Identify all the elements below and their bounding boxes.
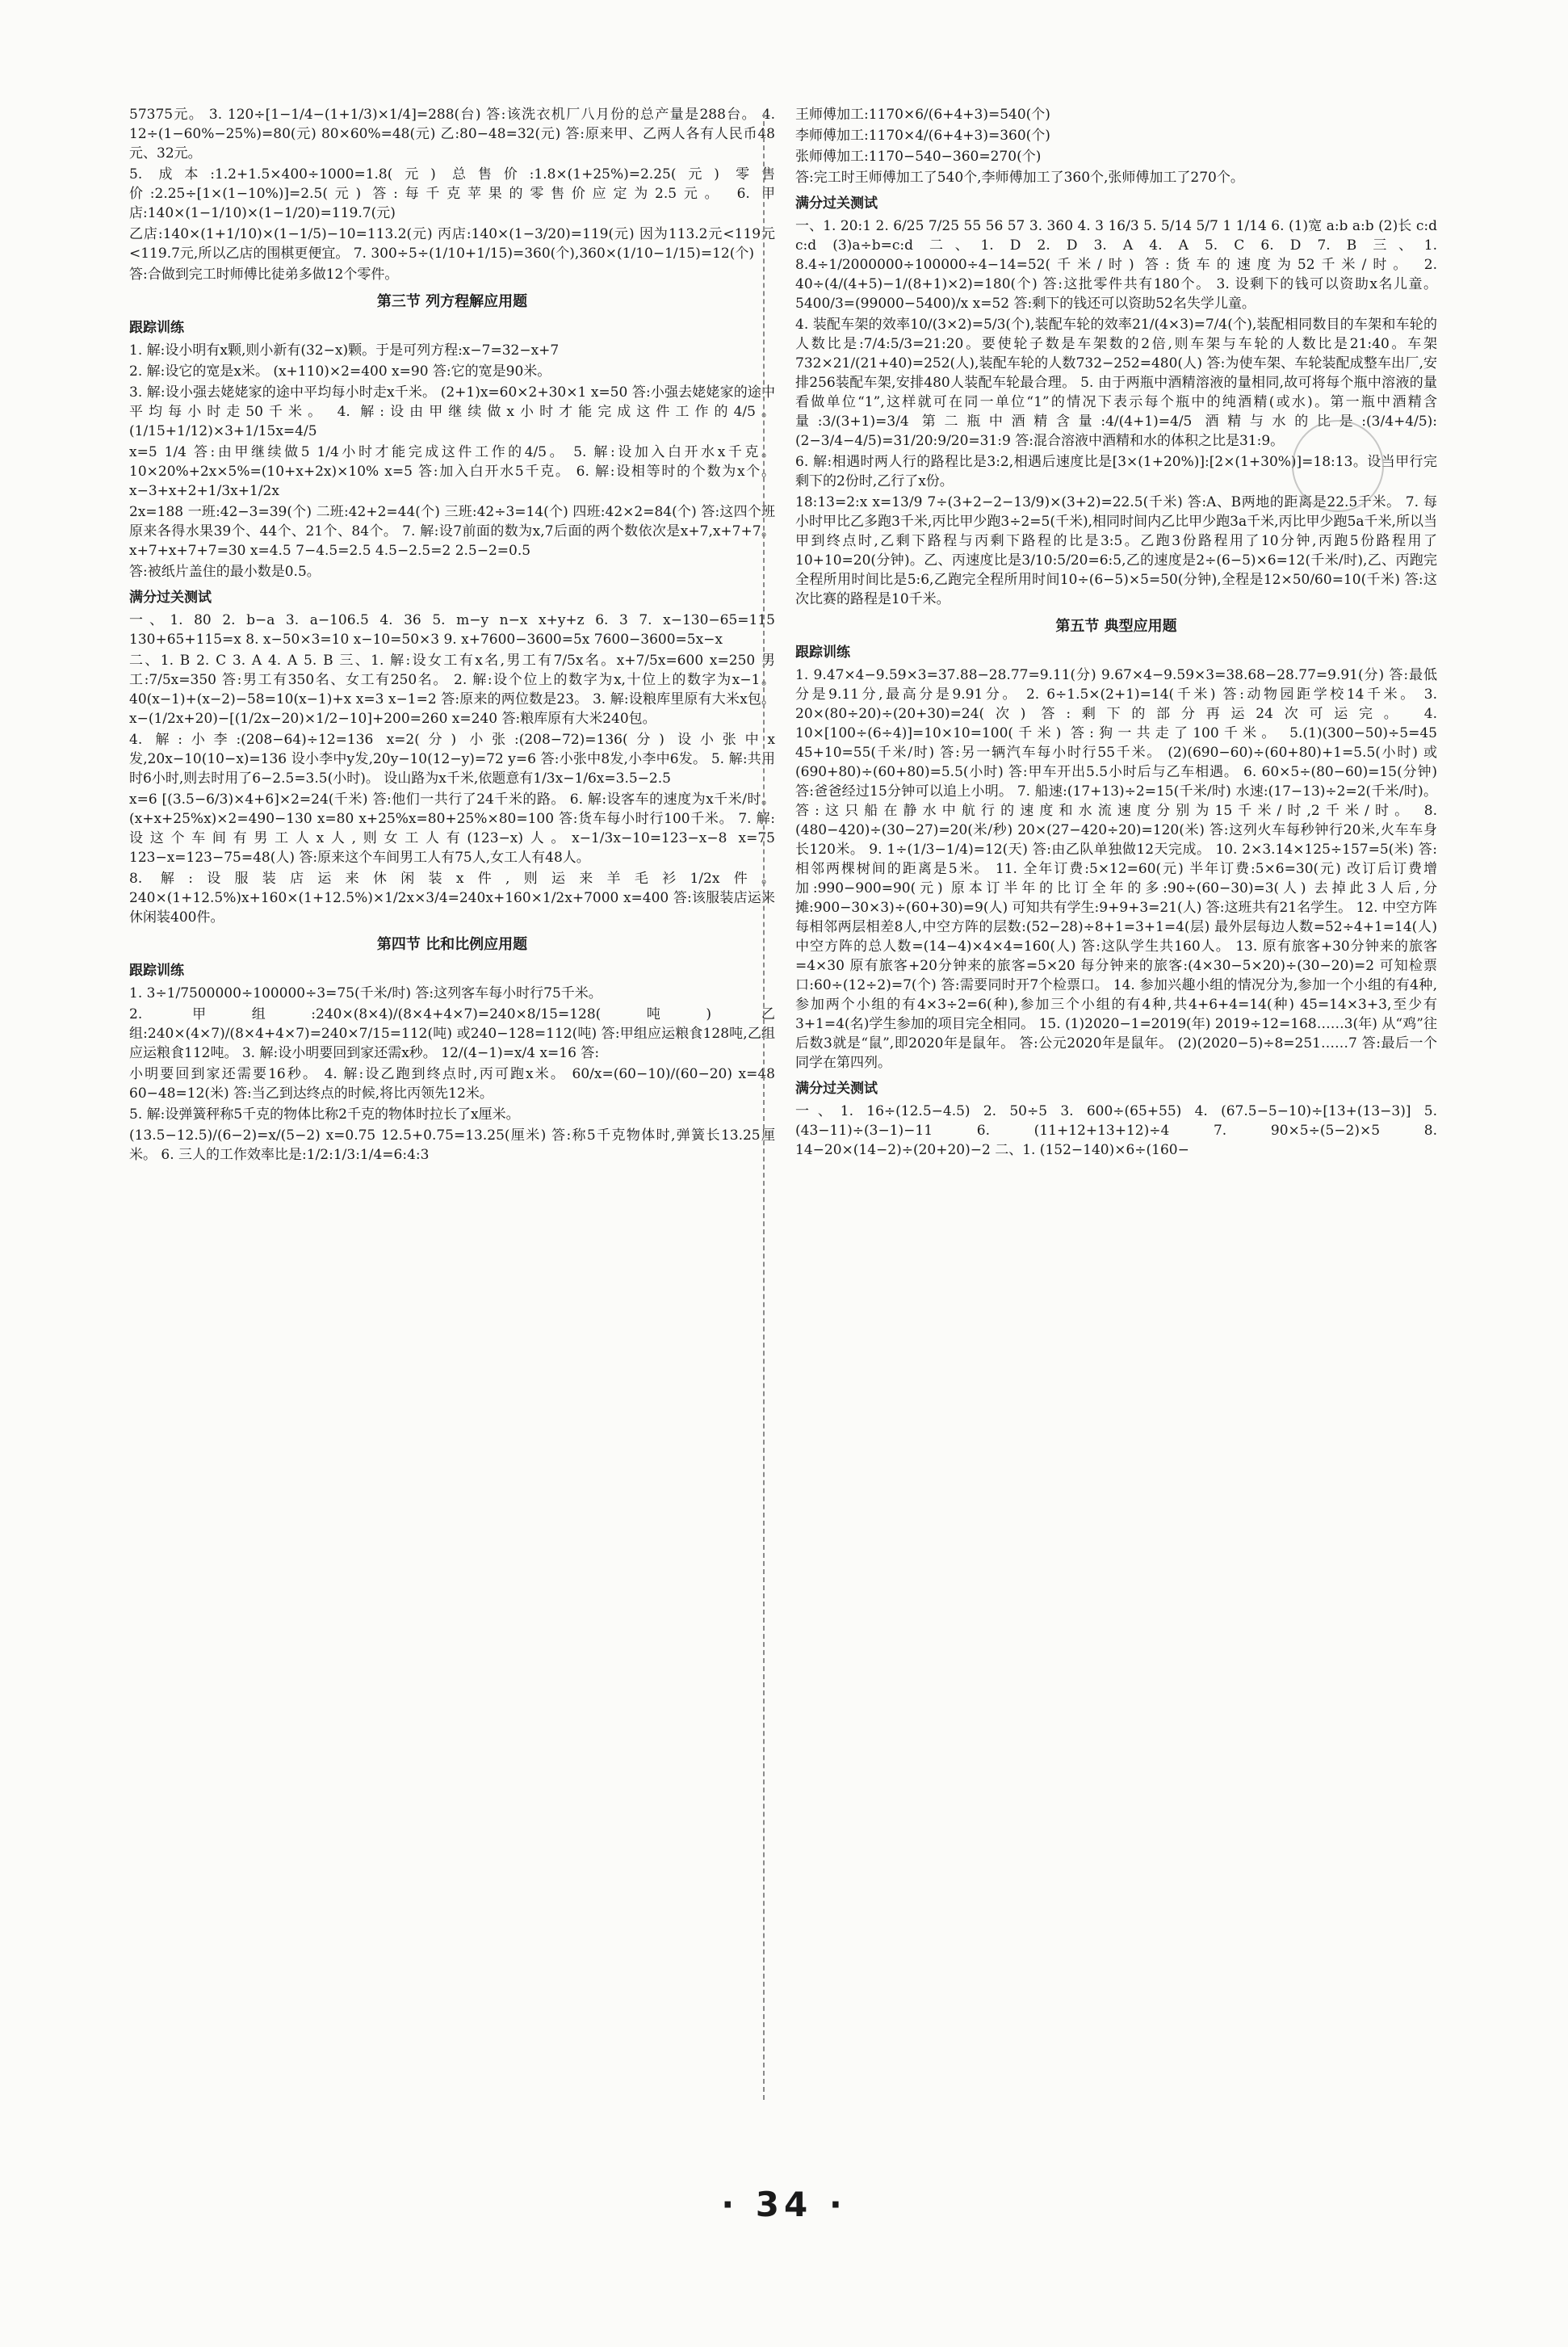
subsection-title: 跟踪训练 — [795, 644, 850, 661]
text-line: 18:13=2:x x=13/9 7÷(3+2−2−13/9)×(3+2)=22.5(千米) 答:A、B两地的距离是22.5千米。 7. 每小时甲比乙多跑3千米,丙比甲少跑3÷2=5(千米),相同时间内乙比甲少跑3a千米,丙比甲少跑5a千米,所以当甲到终点时,乙剩下路程与丙剩下路程的比是3:5。乙跑3份路程用了10分钟,丙跑5份路程用了10+10=20(分钟)。乙、丙速度比是3/10:5/20=6:5,乙的速度是2÷(6−5)×6=12(千米/时),乙、丙跑完全程所用时间比是5:6,乙跑完全程所用时间10÷(6−5)×5=50(分钟),全程是12×50/60=10(千米) 答:这次比赛的路程是10千米。 — [795, 494, 1437, 607]
text-line: 1. 3÷1/7500000÷100000÷3=75(千米/时) 答:这列客车每小时行75千米。 — [129, 985, 602, 1001]
right-column — [795, 105, 1437, 1161]
section-title: 第五节 典型应用题 — [1055, 618, 1177, 635]
text-line: 王师傅加工:1170×6/(6+4+3)=540(个) — [795, 107, 1050, 123]
text-line: 答:合做到完工时师傅比徒弟多做12个零件。 — [129, 267, 399, 283]
watermark-stamp-icon — [1292, 420, 1384, 512]
text-line: (13.5−12.5)/(6−2)=x/(5−2) x=0.75 12.5+0.75=13.25(厘米) 答:称5千克物体时,弹簧长13.25厘米。 6. 三人的工作效率比是:1/2:1/3:1/4=6:4:3 — [129, 1127, 775, 1163]
text-line: 二、1. B 2. C 3. A 4. A 5. B 三、1. 解:设女工有x名,男工有7/5x名。x+7/5x=600 x=250 男工:7/5x=350 答:男工有350名、女工有250名。 2. 解:设个位上的数字为x,十位上的数字为x−1。 40(x−1)+(x−2)−58=10(x−1)+x x=3 x−1=2 答:原来的两位数是23。 3. 解:设粮库里原有大米x包。 x−(1/2x+20)−[(1/2x−20)×1/2−10]+200=260 x=240 答:粮库原有大米240包。 — [129, 653, 775, 727]
text-line: 答:被纸片盖住的最小数是0.5。 — [129, 564, 321, 580]
text-line: x=6 [(3.5−6/3)×4+6]×2=24(千米) 答:他们一共行了24千米的路。 6. 解:设客车的速度为x千米/时。 (x+x+25%x)×2=490−130 x=80 x+25%x=80+25%×80=100 答:货车每小时行100千米。 7. 解:设这个车间有男工人x人,则女工人有(123−x)人。x−1/3x−10=123−x−8 x=75 123−x=123−75=48(人) 答:原来这个车间男工人有75人,女工人有48人。 — [129, 791, 775, 866]
section-title: 第四节 比和比例应用题 — [376, 936, 528, 953]
text-line: 一、1. 80 2. b−a 3. a−106.5 4. 36 5. m−y n−x x+y+z 6. 3 7. x−130−65=115 130+65+115=x 8. x−50×3=10 x−10=50×3 9. x+7600−3600=5x 7600−3600=5x−x — [129, 612, 775, 648]
text-line: 3. 解:设小强去姥姥家的途中平均每小时走x千米。 (2+1)x=60×2+30×1 x=50 答:小强去姥姥家的途中平均每小时走50千米。 4. 解:设由甲继续做x小时才能完成这件工作的4/5。 (1/15+1/12)×3+1/15x=4/5 — [129, 384, 775, 439]
text-line: 乙店:140×(1+1/10)×(1−1/5)−10=113.2(元) 丙店:140×(1−3/20)=119(元) 因为113.2元<119元<119.7元,所以乙店的围棋更便宜。 7. 300÷5÷(1/10+1/15)=360(个),360×(1/10−1/15)=12(个) — [129, 226, 775, 262]
text-line: 一、1. 20:1 2. 6/25 7/25 55 56 57 3. 360 4. 3 16/3 5. 5/14 5/7 1 1/14 6. (1)宽 a:b a:b (2)长 c:d c:d (3)a÷b=c:d 二、1. D 2. D 3. A 4. A 5. C 6. D 7. B 三、1. 8.4÷1/2000000÷100000÷4−14=52(千米/时) 答:货车的速度为52千米/时。 2. 40÷(4/(4+5)−1/(8+1)×2)=180(个) 答:这批零件共有180个。 3. 设剩下的钱可以资助x名儿童。 5400/3=(99000−5400)/x x=52 答:剩下的钱还可以资助52名失学儿童。 — [795, 218, 1437, 312]
text-line: 5. 解:设弹簧秤称5千克的物体比称2千克的物体时拉长了x厘米。 — [129, 1106, 520, 1123]
text-line: 1. 解:设小明有x颗,则小新有(32−x)颗。于是可列方程:x−7=32−x+7 — [129, 342, 560, 359]
column-divider — [763, 113, 765, 2100]
text-line: 李师傅加工:1170×4/(6+4+3)=360(个) — [795, 128, 1050, 144]
text-line: 6. 解:相遇时两人行的路程比是3:2,相遇后速度比是[3×(1+20%)]:[2×(1+30%)]=18:13。设当甲行完剩下的2份时,乙行了x份。 — [795, 454, 1437, 489]
text-line: 4. 装配车架的效率10/(3×2)=5/3(个),装配车轮的效率21/(4×3)=7/4(个),装配相同数目的车架和车轮的人数比是:7/4:5/3=21:20。要使轮子数是车架数的2倍,则车架与车轮的人数比是21:40。车架732×21/(21+40)=252(人),装配车轮的人数732−252=480(人) 答:为使车架、车轮装配成整车出厂,安排256装配车架,安排480人装配车轮最合理。 5. 由于两瓶中酒精溶液的量相同,故可将每个瓶中溶液的量看做单位“1”,这样就可在同一单位“1”的情况下表示每个瓶中的纯酒精(或水)。第一瓶中酒精含量:3/(3+1)=3/4 第二瓶中酒精含量:4/(4+1)=4/5 酒精与水的比是:(3/4+4/5):(2−3/4−4/5)=31/20:9/20=31:9 答:混合溶液中酒精和水的体积之比是31:9。 — [795, 317, 1437, 449]
text-line: 4. 解:小李:(208−64)÷12=136 x=2(分) 小张:(208−72)=136(分) 设小张中x发,20x−10(10−x)=136 设小李中y发,20y−10(12−y)=72 y=6 答:小张中8发,小李中6发。 5. 解:共用时6小时,则去时用了6−2.5=3.5(小时)。 设山路为x千米,依题意有1/3x−1/6x=3.5−2.5 — [129, 732, 775, 787]
text-line: 一、1. 16÷(12.5−4.5) 2. 50÷5 3. 600÷(65+55) 4. (67.5−5−10)÷[13+(13−3)] 5. (43−11)÷(3−1)−11 6. (11+12+13+12)÷4 7. 90×5÷(5−2)×5 8. 14−20×(14−2)÷(20+20)−2 二、1. (152−140)×6÷(160− — [795, 1103, 1437, 1158]
section-title: 第三节 列方程解应用题 — [376, 293, 528, 310]
page-number: · 34 · — [721, 2185, 847, 2224]
text-line: 5. 成本:1.2+1.5×400÷1000=1.8(元) 总售价:1.8×(1+25%)=2.25(元) 零售价:2.25÷[1×(1−10%)]=2.5(元) 答:每千克苹果的零售价应定为2.5元。 6. 甲店:140×(1−1/10)×(1−1/20)=119.7(元) — [129, 166, 775, 221]
subsection-title: 满分过关测试 — [795, 195, 878, 212]
text-line: 57375元。 3. 120÷[1−1/4−(1+1/3)×1/4]=288(台) 答:该洗衣机厂八月份的总产量是288台。 4. 12÷(1−60%−25%)=80(元) 80×60%=48(元) 乙:80−48=32(元) 答:原来甲、乙两人各有人民币48元、32元。 — [129, 107, 775, 162]
subsection-title: 满分过关测试 — [129, 590, 212, 606]
text-line: 答:完工时王师傅加工了540个,李师傅加工了360个,张师傅加工了270个。 — [795, 170, 1244, 186]
text-line: 2. 甲组:240×(8×4)/(8×4+4×7)=240×8/15=128(吨) 乙组:240×(4×7)/(8×4+4×7)=240×7/15=112(吨) 或240−128=112(吨) 答:甲组应运粮食128吨,乙组应运粮食112吨。 3. 解:设小明要回到家还需x秒。 12/(4−1)=x/4 x=16 答: — [129, 1006, 775, 1061]
text-line: 小明要回到家还需要16秒。 4. 解:设乙跑到终点时,丙可跑x米。 60/x=(60−10)/(60−20) x=48 60−48=12(米) 答:当乙到达终点的时候,将比丙领先12米。 — [129, 1066, 775, 1102]
text-line: 8. 解:设服装店运来休闲装x件,则运来羊毛衫1/2x件。240×(1+12.5%)x+160×(1+12.5%)×1/2x×3/4=240x+160×1/2x+7000 x=400 答:该服装店运来休闲装400件。 — [129, 871, 775, 926]
subsection-title: 满分过关测试 — [795, 1081, 878, 1097]
left-column — [129, 105, 775, 1166]
text-line: 2. 解:设它的宽是x米。 (x+110)×2=400 x=90 答:它的宽是90米。 — [129, 363, 551, 380]
text-line: 2x=188 一班:42−3=39(个) 二班:42+2=44(个) 三班:42÷3=14(个) 四班:42×2=84(个) 答:这四个班原来各得水果39个、44个、21个、84个。 7. 解:设7前面的数为x,7后面的两个数依次是x+7,x+7+7。x+7+x+7+7=30 x=4.5 7−4.5=2.5 4.5−2.5=2 2.5−2=0.5 — [129, 504, 775, 559]
subsection-title: 跟踪训练 — [129, 320, 184, 336]
text-line: x=5 1/4 答:由甲继续做5 1/4小时才能完成这件工作的4/5。 5. 解:设加入白开水x千克。10×20%+2x×5%=(10+x+2x)×10% x=5 答:加入白开水5千克。 6. 解:设相等时的个数为x个。 x−3+x+2+1/3x+1/2x — [129, 444, 775, 499]
subsection-title: 跟踪训练 — [129, 963, 184, 979]
text-line: 张师傅加工:1170−540−360=270(个) — [795, 149, 1042, 165]
text-line: 1. 9.47×4−9.59×3=37.88−28.77=9.11(分) 9.67×4−9.59×3=38.68−28.77=9.91(分) 答:最低分是9.11分,最高分是9.91分。 2. 6÷1.5×(2+1)=14(千米) 答:动物园距学校14千米。 3. 20×(80÷20)÷(20+30)=24(次) 答:剩下的部分再运24次可运完。 4. 10×[100÷(6÷4)]=10×10=100(千米) 答:狗一共走了100千米。 5.(1)(300−50)÷5=45 45+10=55(千米/时) 答:另一辆汽车每小时行55千米。 (2)(690−60)÷(60+80)+1=5.5(小时) 或(690+80)÷(60+80)=5.5(小时) 答:甲车开出5.5小时后与乙车相遇。 6. 60×5÷(80−60)=15(分钟) 答:爸爸经过15分钟可以追上小明。 7. 船速:(17+13)÷2=15(千米/时) 水速:(17−13)÷2=2(千米/时)。 答:这只船在静水中航行的速度和水流速度分别为15千米/时,2千米/时。 8. (480−420)÷(30−27)=20(米/秒) 20×(27−420÷20)=120(米) 答:这列火车每秒钟行20米,火车车身长120米。 9. 1÷(1/3−1/4)=12(天) 答:由乙队单独做12天完成。 10. 2×3.14×125÷157=5(米) 答:相邻两棵树间的距离是5米。 11. 全年订费:5×12=60(元) 半年订费:5×6=30(元) 改订后订费增加:990−900=90(元) 原本订半年的比订全年的多:90÷(60−30)=3(人) 去掉此3人后,分摊:900−30×3)÷(60+30)=9(人) 可知共有学生:9+9+3=21(人) 答:这班共有21名学生。 12. 中空方阵每相邻两层相差8人,中空方阵的层数:(52−28)÷8+1=3+1=4(层) 最外层每边人数=52÷4+1=14(人) 中空方阵的总人数=(14−4)×4×4=160(人) 答:这队学生共160人。 13. 原有旅客+30分钟来的旅客=4×30 原有旅客+20分钟来的旅客=5×20 每分钟来的旅客:(4×30−5×20)÷(30−20)=2 可知检票口:60÷(12÷2)=7(个) 答:需要同时开7个检票口。 14. 参加兴趣小组的情况分为,参加一个小组的有4种,参加两个小组的有4×3÷2=6(种),参加三个小组的有4种,共4+6+4=14(种) 45=14×3+3,至少有3+1=4(名)学生参加的项目完全相同。 15. (1)2020−1=2019(年) 2019÷12=168……3(年) 从“鸡”往后数3就是“鼠”,即2020年是鼠年。 答:公元2020年是鼠年。 (2)(2020−5)÷8=251……7 答:最后一个同学在第四列。 — [795, 667, 1437, 1071]
